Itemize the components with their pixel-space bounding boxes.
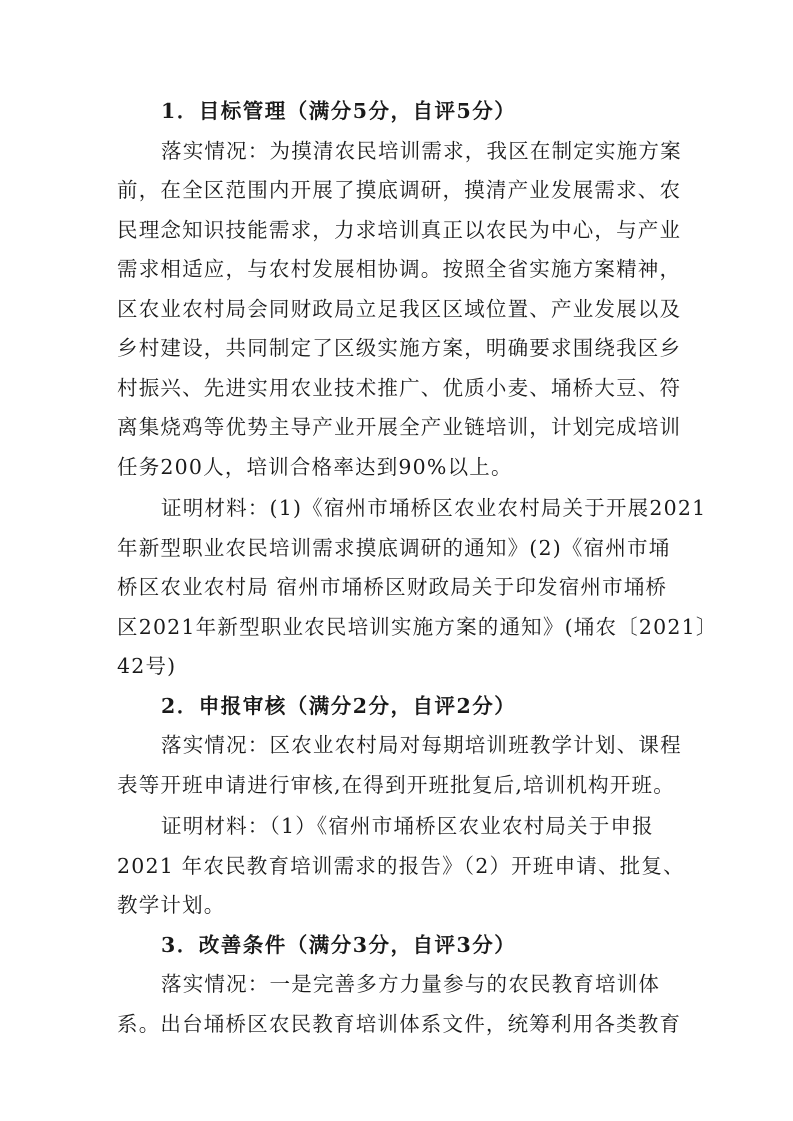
paragraph-line: 任务200人，培训合格率达到90%以上。 — [117, 454, 513, 479]
section-heading: 1．目标管理（满分5分，自评5分） — [161, 99, 517, 123]
paragraph-line: 村振兴、先进实用农业技术推广、优质小麦、埇桥大豆、符 — [117, 375, 682, 400]
paragraph-line: 区农业农村局会同财政局立足我区区域位置、产业发展以及 — [117, 296, 682, 321]
evidence-line: 2021 年农民教育培训需求的报告》（2）开班申请、批复、 — [117, 853, 685, 878]
paragraph-line: 表等开班申请进行审核,在得到开班批复后,培训机构开班。 — [117, 772, 675, 797]
evidence-line: 证明材料：(1)《宿州市埇桥区农业农村局关于开展2021 — [161, 496, 707, 520]
paragraph-line: 落实情况：一是完善多方力量参与的农民教育培训体 — [161, 972, 661, 996]
paragraph-line: 系。出台埇桥区农民教育培训体系文件，统筹利用各类教育 — [117, 1011, 682, 1036]
section-heading: 3．改善条件（满分3分，自评3分） — [161, 932, 517, 957]
evidence-line: 年新型职业农民培训需求摸底调研的通知》(2)《宿州市埇 — [117, 535, 671, 560]
paragraph-line: 落实情况：为摸清农民培训需求，我区在制定实施方案 — [161, 138, 682, 163]
paragraph-line: 民理念知识技能需求，力求培训真正以农民为中心，与产业 — [117, 217, 682, 242]
evidence-line: 42号) — [117, 654, 177, 678]
evidence-line: 桥区农业农村局 宿州市埇桥区财政局关于印发宿州市埇桥 — [117, 575, 668, 599]
paragraph-line: 落实情况：区农业农村局对每期培训班教学计划、课程 — [161, 733, 682, 757]
paragraph-line: 需求相适应，与农村发展相协调。按照全省实施方案精神， — [117, 257, 682, 281]
paragraph-line: 离集烧鸡等优势主导产业开展全产业链培训，计划完成培训 — [117, 415, 682, 439]
paragraph-line: 乡村建设，共同制定了区级实施方案，明确要求围绕我区乡 — [117, 336, 682, 360]
section-heading: 2．申报审核（满分2分，自评2分） — [161, 693, 517, 718]
document-page — [117, 92, 718, 1044]
evidence-line: 区2021年新型职业农民培训实施方案的通知》(埇农〔2021〕 — [117, 614, 718, 639]
evidence-line: 教学计划。 — [117, 893, 226, 917]
paragraph-line: 前，在全区范围内开展了摸底调研，摸清产业发展需求、农 — [117, 178, 682, 202]
evidence-line: 证明材料：（1）《宿州市埇桥区农业农村局关于申报 — [161, 814, 654, 838]
